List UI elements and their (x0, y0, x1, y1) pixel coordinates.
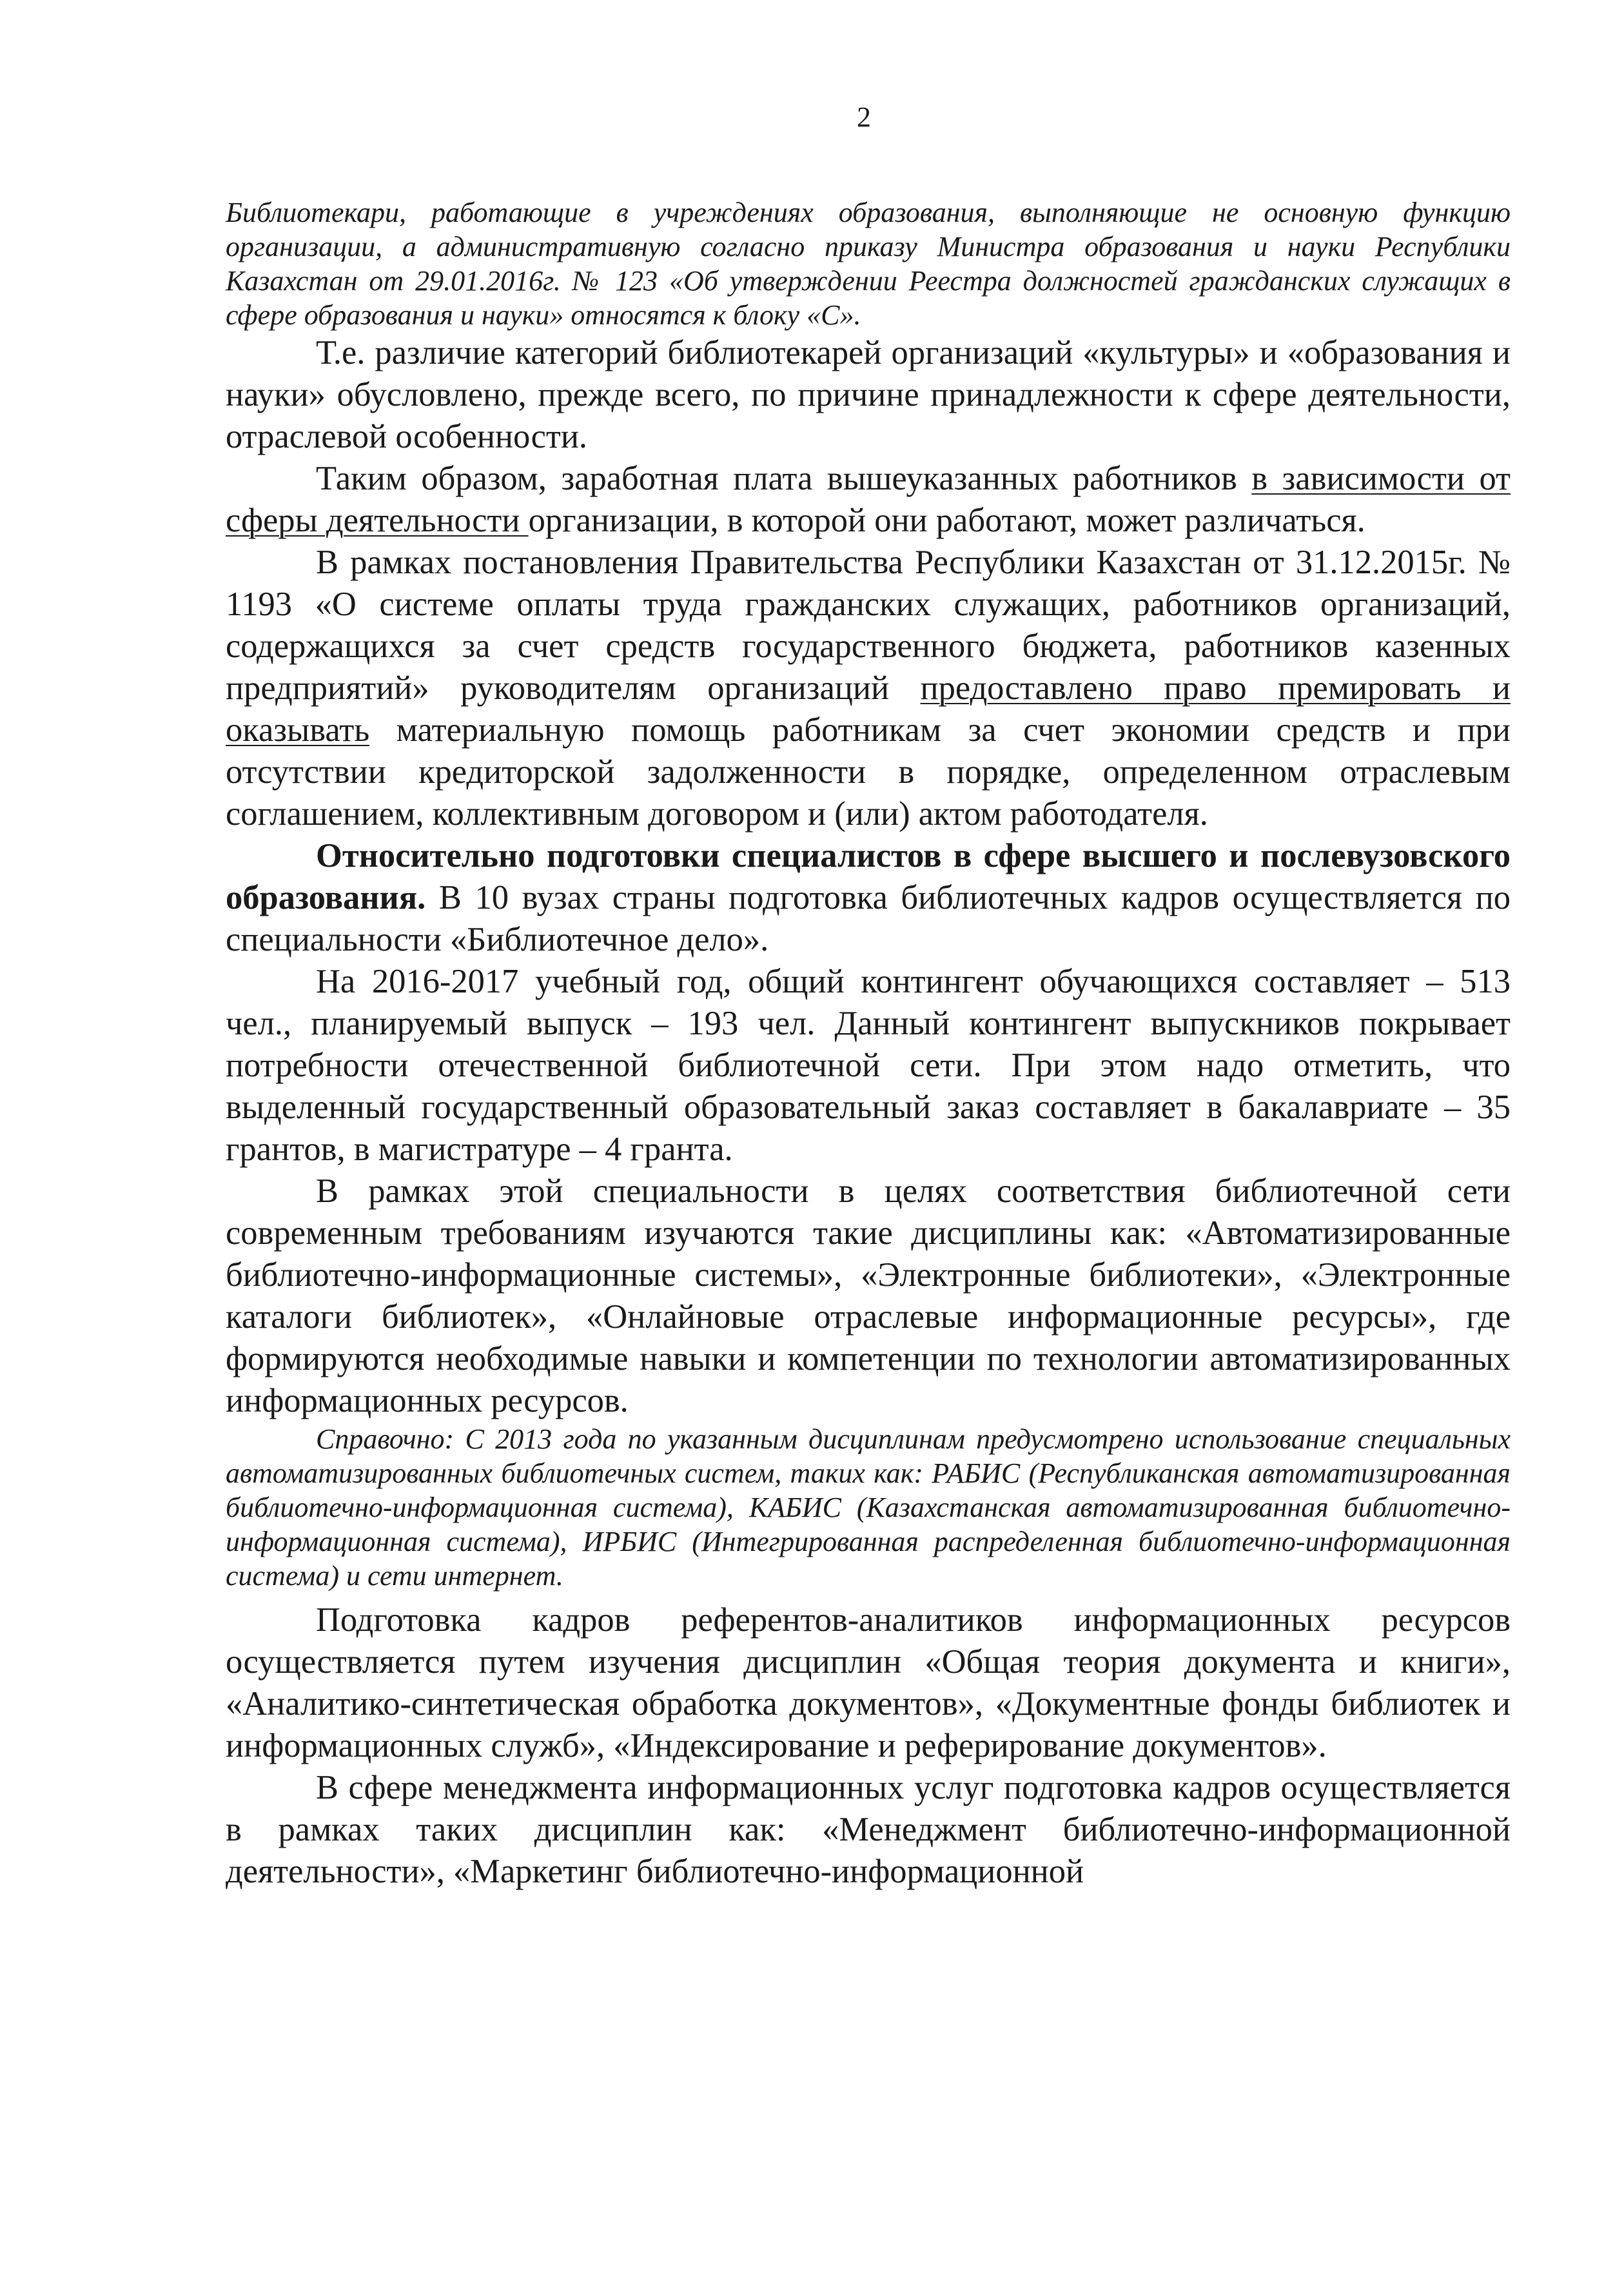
paragraph-student-contingent: На 2016-2017 учебный год, общий контингент обучающихся составляет – 513 чел., планируемый выпуск – 193 чел. Данный контингент выпускников покрывает потребности отечественной библиотечной сети. При этом надо отметить, что выделенный государственный образовательный заказ составляет в бакалавриате – 35 грантов, в магистратуре – 4 гранта. (226, 963, 1511, 1168)
page-number: 2 (857, 101, 871, 133)
paragraph-disciplines: В рамках этой специальности в целях соответствия библиотечной сети современным требованиям изучаются такие дисциплины как: «Автоматизированные библиотечно-информационные системы», «Электронные библиотеки», «Электронные каталоги библиотек», «Онлайновые отраслевые информационные ресурсы», где формируются необходимые навыки и компетенции по технологии автоматизированных информационных ресурсов. (226, 1172, 1511, 1419)
paragraph-category-difference: Т.е. различие категорий библиотекарей организаций «культуры» и «образования и науки» обусловлено, прежде всего, по причине принадлежности к сфере деятельности, отраслевой особенности. (226, 334, 1511, 455)
paragraph-text: В рамках постановления Правительства Республики Казахстан от 31.12.2015г. № 1193 «О системе оплаты труда гражданских служащих, работников организаций, содержащихся за счет средств государственного бюджета, работников казенных предприятий» руководителям организаций (226, 544, 1511, 707)
underlined-phrase: в зависимости от сферы деятельности (226, 460, 1511, 539)
paragraph-text: организации, в которой они работают, может различаться. (528, 502, 1365, 539)
paragraph-government-resolution (226, 542, 1511, 835)
paragraph-analysts-training: Подготовка кадров референтов-аналитиков информационных ресурсов осуществляется путем изучения дисциплин «Общая теория документа и книги», «Аналитико-синтетическая обработка документов», «Документные фонды библиотек и информационных служб», «Индексирование и реферирование документов». (226, 1601, 1511, 1764)
paragraph-specialist-training (226, 835, 1511, 961)
paragraph-text: В 10 вузах страны подготовка библиотечных кадров осуществляется по специальности «Библиотечное дело». (226, 879, 1511, 958)
bold-heading: Относительно подготовки специалистов в сфере высшего и послевузовского образования. (226, 837, 1511, 916)
note-reference-systems: Справочно: С 2013 года по указанным дисциплинам предусмотрено использование специальных автоматизированных библиотечных систем, таких как: РАБИС (Республиканская автоматизированная библиотечно-информационная система), КАБИС (Казахстанская автоматизированная библиотечно-информационная система), ИРБИС (Интегрированная распределенная библиотечно-информационная система) и сети интернет. (226, 1423, 1511, 1592)
note-librarians-education: Библиотекари, работающие в учреждениях образования, выполняющие не основную функцию организации, а административную согласно приказу Министра образования и науки Республики Казахстан от 29.01.2016г. № 123 «Об утверждении Реестра должностей гражданских служащих в сфере образования и науки» относятся к блоку «С». (226, 197, 1511, 331)
document-body (226, 195, 1511, 1893)
paragraph-text: материальную помощь работникам за счет экономии средств и при отсутствии кредиторской задолженности в порядке, определенном отраслевым соглашением, коллективным договором и (или) актом работодателя. (226, 711, 1511, 833)
paragraph-text: Таким образом, заработная плата вышеуказанных работников (316, 460, 1252, 497)
underlined-phrase: предоставлено право премировать и оказывать (226, 669, 1511, 749)
paragraph-management-training: В сфере менеджмента информационных услуг подготовка кадров осуществляется в рамках таких дисциплин как: «Менеджмент библиотечно-информационной деятельности», «Маркетинг библиотечно-информационной (226, 1769, 1511, 1890)
paragraph-salary-difference (226, 458, 1511, 542)
